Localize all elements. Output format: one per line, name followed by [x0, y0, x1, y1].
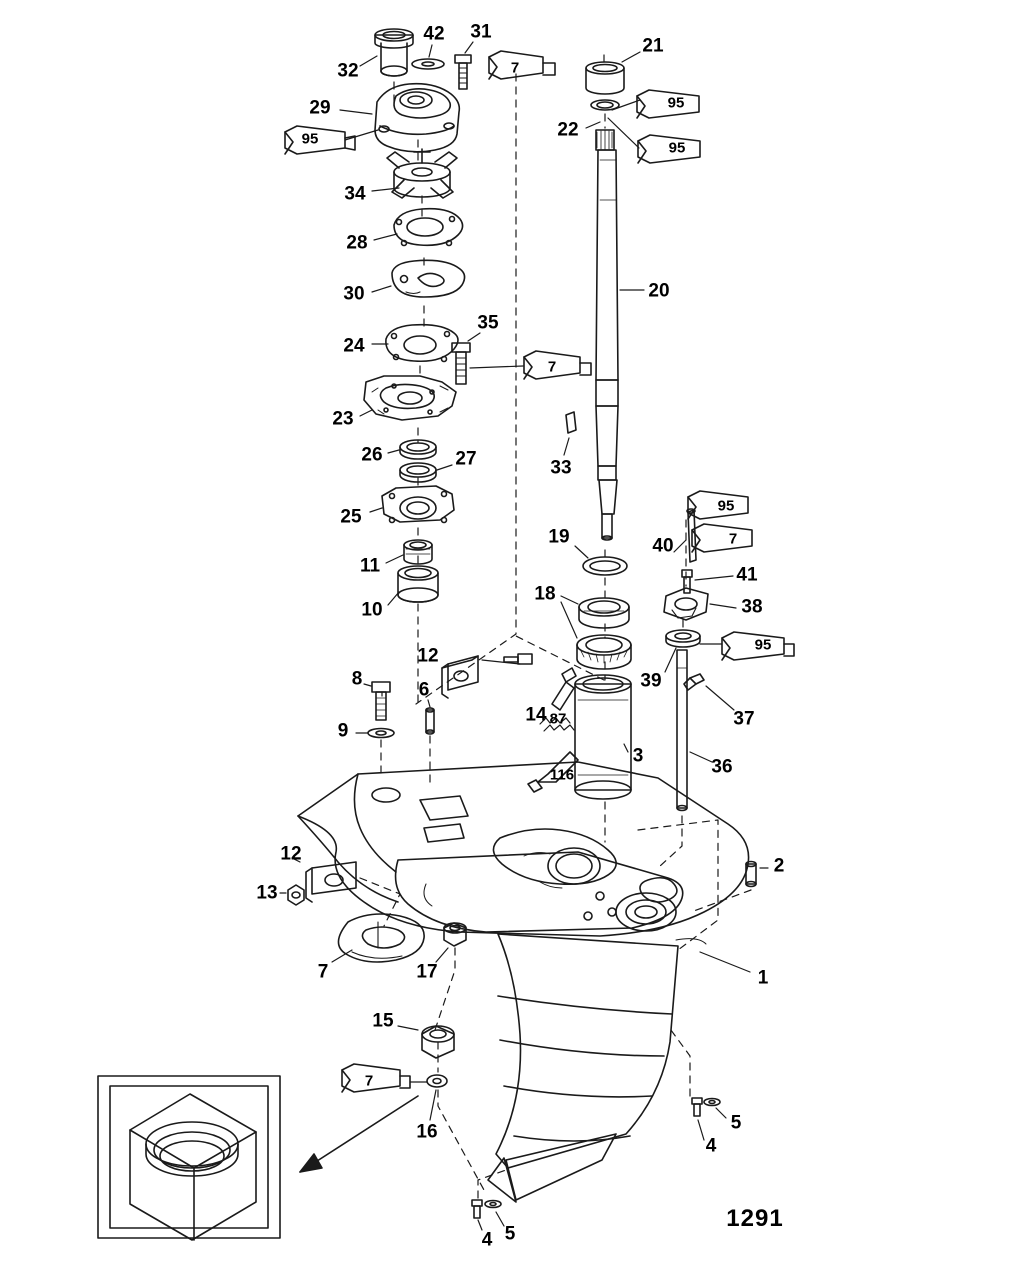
callout-21[interactable]: 21: [642, 35, 664, 57]
callout-116[interactable]: 116: [549, 766, 575, 784]
callout-20[interactable]: 20: [648, 280, 670, 302]
callout-23[interactable]: 23: [332, 408, 354, 430]
part-18-bearing: [577, 598, 631, 669]
part-30-face-plate: [392, 260, 465, 297]
callout-2[interactable]: 2: [773, 855, 785, 877]
callout-5-right[interactable]: 5: [730, 1112, 742, 1134]
callout-6[interactable]: 6: [418, 679, 430, 701]
tube-label-7-right: 7: [728, 530, 738, 548]
part-28-gasket: [394, 209, 463, 246]
callout-38[interactable]: 38: [741, 596, 763, 618]
callout-24[interactable]: 24: [343, 335, 365, 357]
callout-18[interactable]: 18: [534, 583, 556, 605]
part-12-bolt-upper: [504, 654, 532, 664]
tube-label-7-bottom: 7: [364, 1072, 374, 1090]
part-7-trim-tab: [338, 914, 424, 962]
part-32-bushing: [375, 29, 413, 76]
callout-1[interactable]: 1: [757, 967, 769, 989]
callout-33[interactable]: 33: [550, 457, 572, 479]
callout-14[interactable]: 14: [525, 704, 547, 726]
part-21-cap: [586, 62, 624, 110]
callout-34[interactable]: 34: [344, 183, 366, 205]
part-24-gasket: [386, 325, 458, 362]
lubricant-tube-7-top: [489, 51, 555, 79]
part-5-washer-right: [704, 1099, 720, 1106]
part-12-anode-upper: [442, 656, 478, 698]
sheet-number: 1291: [726, 1205, 784, 1232]
callout-22[interactable]: 22: [557, 119, 579, 141]
callout-27[interactable]: 27: [455, 448, 477, 470]
part-10-bearing-cup: [398, 566, 438, 602]
part-13-nut: [288, 885, 304, 905]
tube-label-95-right: 95: [717, 497, 735, 515]
callout-40[interactable]: 40: [652, 535, 674, 557]
callout-9[interactable]: 9: [337, 720, 349, 742]
part-20-drive-shaft: [596, 130, 618, 540]
part-1-skeg: [488, 934, 678, 1202]
callout-26[interactable]: 26: [361, 444, 383, 466]
callout-4-right[interactable]: 4: [705, 1135, 717, 1157]
part-29-pump-housing: [375, 84, 459, 152]
tube-label-7-mid: 7: [547, 358, 557, 376]
callout-3[interactable]: 3: [632, 745, 644, 767]
part-4-bolt-bottom: [472, 1200, 482, 1218]
callout-29[interactable]: 29: [309, 97, 331, 119]
callout-41[interactable]: 41: [736, 564, 758, 586]
part-19-o-ring: [583, 557, 627, 575]
part-25-plate: [382, 486, 454, 523]
callout-19[interactable]: 19: [548, 526, 570, 548]
part-12-anode-lower: [306, 862, 356, 902]
callout-8[interactable]: 8: [351, 668, 363, 690]
callout-16[interactable]: 16: [416, 1121, 438, 1143]
callout-36[interactable]: 36: [711, 756, 733, 778]
lubricant-tube-7-right: [692, 524, 752, 552]
part-39-washer: [666, 630, 700, 647]
tube-label-95-top1: 95: [667, 94, 685, 112]
callout-10[interactable]: 10: [361, 599, 383, 621]
callout-37[interactable]: 37: [733, 708, 755, 730]
callout-87[interactable]: 87: [549, 710, 567, 728]
detail-inset-arrow: [300, 1096, 418, 1172]
callout-5-bottom[interactable]: 5: [504, 1223, 516, 1245]
part-3-bearing-carrier: [575, 675, 631, 799]
tube-label-95-top2: 95: [668, 139, 686, 157]
part-1-gearcase-housing: [298, 762, 749, 944]
callout-25[interactable]: 25: [340, 506, 362, 528]
part-8-bolt: [372, 682, 390, 720]
callout-11[interactable]: 11: [359, 555, 381, 577]
part-4-bolt-right: [692, 1098, 702, 1116]
callout-30[interactable]: 30: [343, 283, 365, 305]
tube-label-7-top: 7: [510, 59, 520, 77]
lubricant-tube-7-bottom: [342, 1064, 410, 1092]
callout-28[interactable]: 28: [346, 232, 368, 254]
tube-label-95-bottomright: 95: [754, 636, 772, 654]
part-42-washer: [412, 59, 444, 69]
callout-39[interactable]: 39: [640, 670, 662, 692]
callout-15[interactable]: 15: [372, 1010, 394, 1032]
callout-13[interactable]: 13: [256, 882, 278, 904]
part-36-shift-rod: [677, 650, 687, 811]
callout-32[interactable]: 32: [337, 60, 359, 82]
part-34-impeller: [387, 149, 457, 198]
callout-31[interactable]: 31: [470, 21, 492, 43]
lubricant-tube-7-mid: [524, 351, 591, 379]
part-9-washer: [368, 729, 394, 738]
part-33-key: [566, 412, 576, 433]
part-6-pin: [426, 708, 434, 734]
part-5-washer-bottom: [485, 1201, 501, 1208]
part-23-pump-base: [364, 376, 456, 420]
detail-inset-nut: [98, 1076, 280, 1240]
tube-label-95-left: 95: [301, 130, 319, 148]
callout-12-lower[interactable]: 12: [280, 843, 302, 865]
callout-4-bottom[interactable]: 4: [481, 1229, 493, 1251]
callout-12-upper[interactable]: 12: [417, 645, 439, 667]
callout-42[interactable]: 42: [423, 23, 445, 45]
part-26-seal: [400, 440, 436, 459]
callout-17[interactable]: 17: [416, 961, 438, 983]
part-14-pin: [552, 668, 576, 710]
part-31-screw: [455, 55, 471, 89]
part-16-washer: [427, 1075, 447, 1087]
part-2-pin: [746, 862, 756, 887]
callout-7-trimtab[interactable]: 7: [317, 961, 329, 983]
callout-35[interactable]: 35: [477, 312, 499, 334]
